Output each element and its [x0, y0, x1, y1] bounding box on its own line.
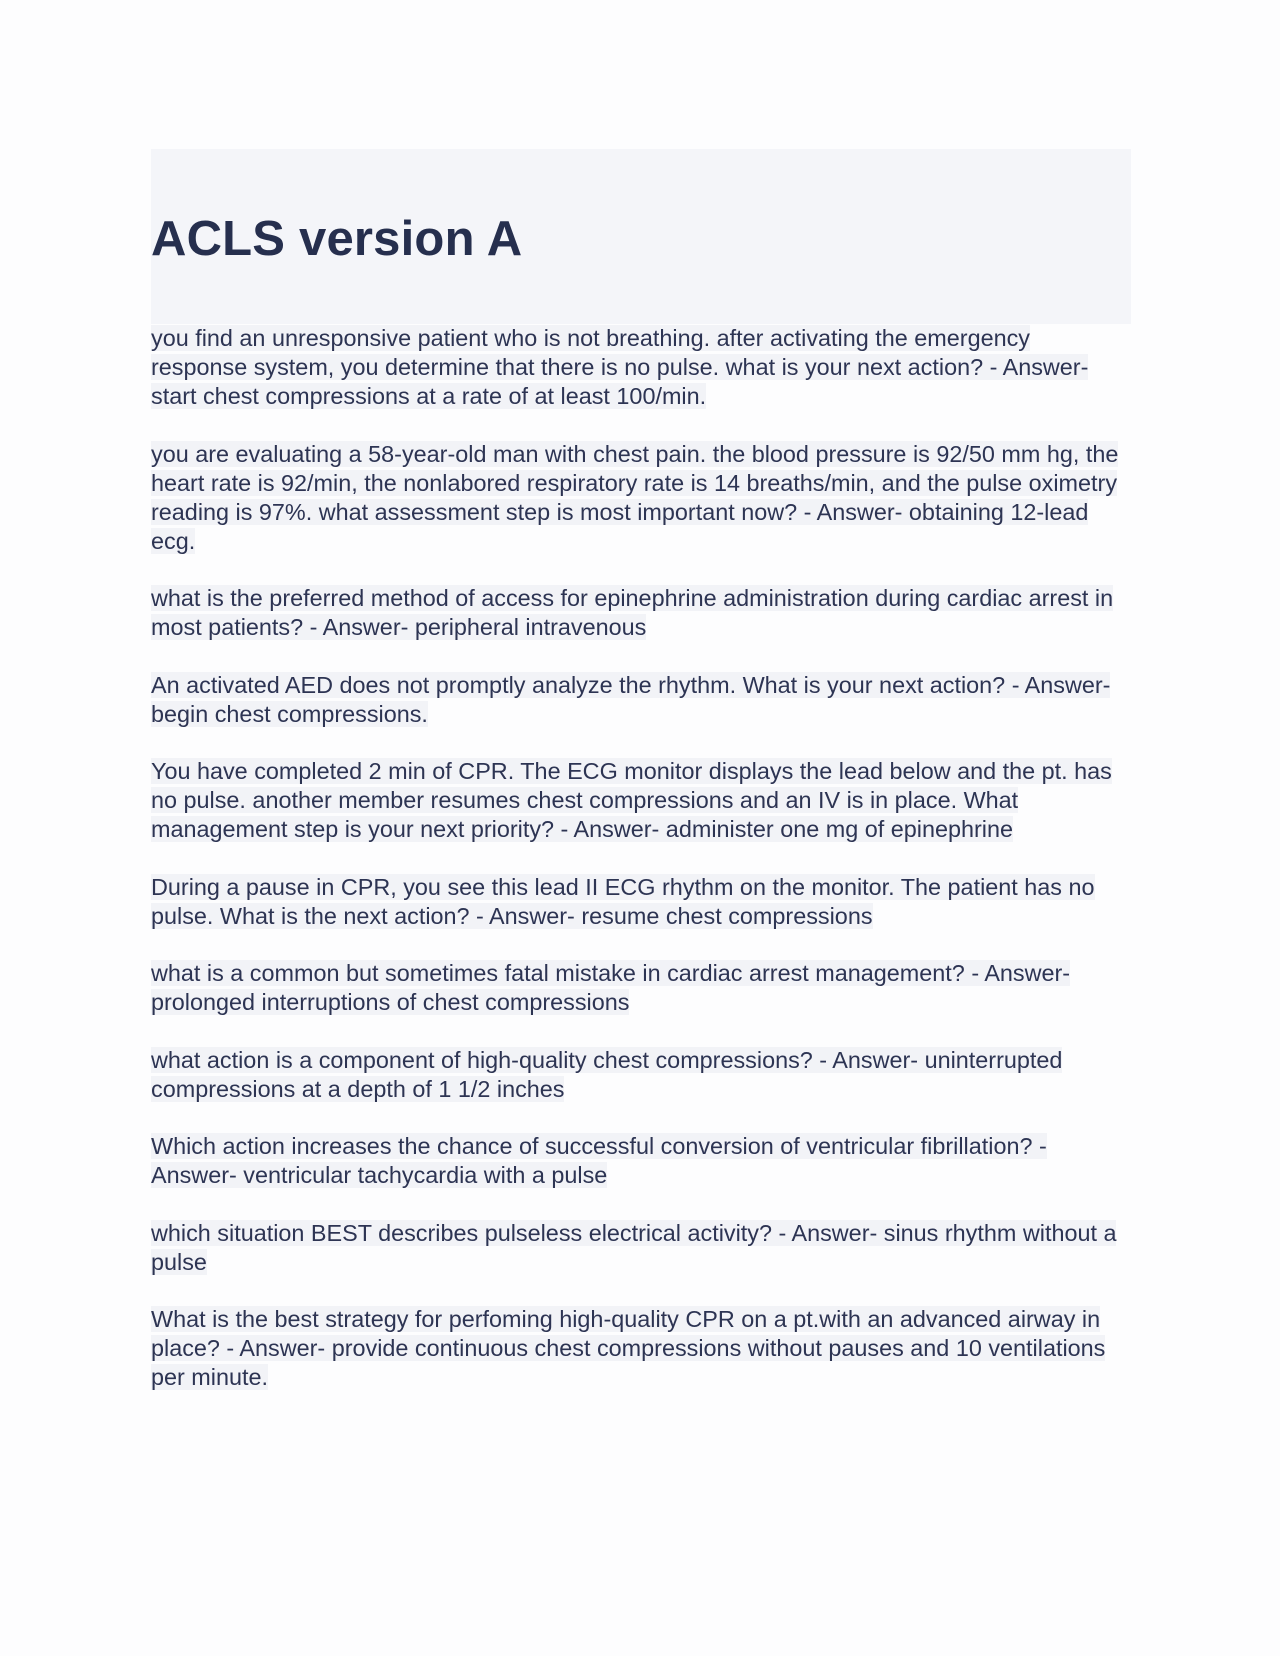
qa-item — [151, 1305, 1131, 1392]
qa-item — [151, 757, 1131, 844]
qa-item — [151, 324, 1131, 411]
qa-item — [151, 1219, 1131, 1277]
qa-item — [151, 959, 1131, 1017]
qa-item — [151, 671, 1131, 729]
document-title: ACLS version A — [151, 212, 523, 266]
qa-text: what is the preferred method of access for epinephrine administration during cardiac arrest in most patients? - Answer- peripheral intravenous — [151, 585, 1114, 640]
qa-list — [151, 324, 1131, 1392]
qa-text: What is the best strategy for perfoming high-quality CPR on a pt.with an advanced airway in place? - Answer- provide continuous chest compressions without pauses and 10 ventilations per minute. — [151, 1306, 1106, 1390]
qa-item — [151, 1132, 1131, 1190]
qa-item — [151, 440, 1131, 556]
qa-text: what is a common but sometimes fatal mistake in cardiac arrest management? - Answer- prolonged interruptions of chest compressions — [151, 960, 1071, 1015]
qa-item — [151, 873, 1131, 931]
qa-text: Which action increases the chance of successful conversion of ventricular fibrillation? - Answer- ventricular tachycardia with a pulse — [151, 1133, 1047, 1188]
qa-text: An activated AED does not promptly analyze the rhythm. What is your next action? - Answer- begin chest compressions. — [151, 671, 1111, 727]
qa-text: You have completed 2 min of CPR. The ECG monitor displays the lead below and the pt. has no pulse. another member resumes chest compressions and an IV is in place. What management step is your next priority? - Answer- administer one mg of epinephrine — [151, 758, 1112, 842]
qa-text: you find an unresponsive patient who is not breathing. after activating the emergency response system, you determine that there is no pulse. what is your next action? - Answer- start chest compressions at a rate of at least 100/min. — [151, 325, 1089, 409]
qa-text: which situation BEST describes pulseless electrical activity? - Answer- sinus rhythm without a pulse — [151, 1219, 1117, 1275]
qa-item — [151, 584, 1131, 642]
qa-text: what action is a component of high-quality chest compressions? - Answer- uninterrupted compressions at a depth of 1 1/2 inches — [151, 1046, 1063, 1102]
title-block — [151, 149, 1131, 324]
document-page — [151, 149, 1131, 1421]
qa-text: During a pause in CPR, you see this lead II ECG rhythm on the monitor. The patient has no pulse. What is the next action? - Answer- resume chest compressions — [151, 873, 1095, 929]
qa-item — [151, 1046, 1131, 1104]
qa-text: you are evaluating a 58-year-old man with chest pain. the blood pressure is 92/50 mm hg, the heart rate is 92/min, the nonlabored respiratory rate is 14 breaths/min, and the pulse oximetry reading is 97%. what assessment step is most important now? - Answer- obtaining 12-lead ecg. — [151, 440, 1119, 554]
